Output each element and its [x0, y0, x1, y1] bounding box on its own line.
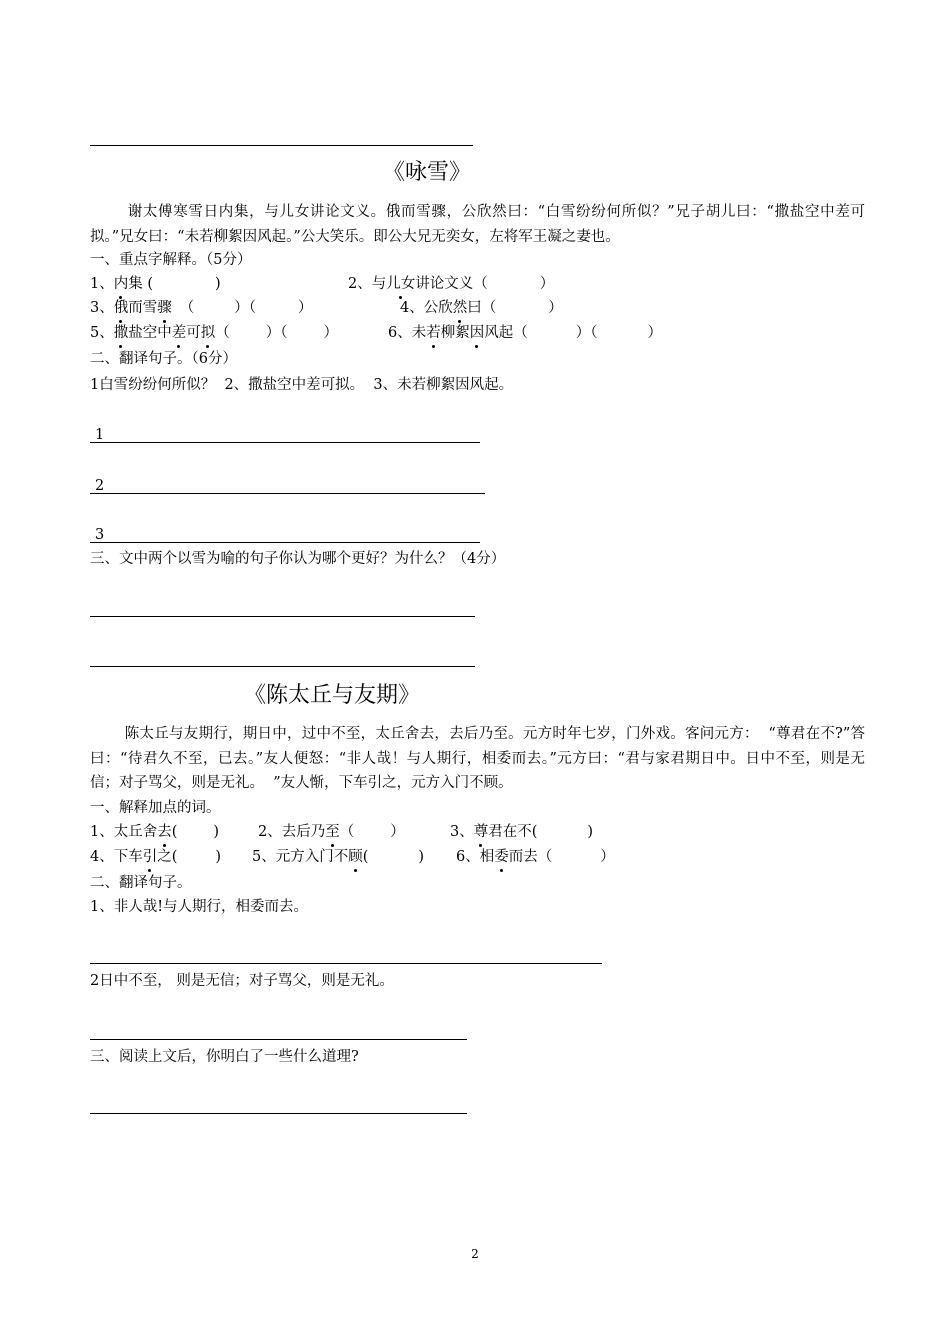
s2-item-5: 5、元方入门不顾( )	[252, 845, 424, 869]
s2-item-1: 1、太丘舍去( )	[90, 820, 219, 844]
section1-q2-heading: 二、翻译句子。（6分）	[90, 351, 237, 367]
q1-item-2: 2、与儿女讲论文义（ ）	[348, 272, 554, 296]
section2-q2-heading: 二、翻译句子。	[90, 875, 192, 891]
top-rule	[90, 145, 473, 146]
dotted-char: 然	[453, 296, 468, 320]
s2-item-6: 6、相委而去（ ）	[456, 845, 615, 869]
answer-line[interactable]	[90, 542, 480, 543]
dotted-char: 顾	[348, 845, 363, 869]
dotted-char: 若	[426, 321, 441, 345]
answer-label-2: 2	[95, 478, 105, 494]
dotted-char: 因	[470, 321, 485, 345]
dotted-char: 委	[494, 845, 509, 869]
dotted-char: 撒	[114, 321, 129, 345]
dotted-char: 至	[325, 820, 340, 844]
section1-title: 《咏雪》	[383, 160, 472, 185]
answer-line[interactable]	[90, 666, 475, 667]
section2-title: 《陈太丘与友期》	[244, 683, 421, 708]
answer-line[interactable]	[90, 963, 602, 964]
answer-line[interactable]	[90, 493, 485, 494]
section1-q2-sentences: 1白雪纷纷何所似？ 2、撒盐空中差可拟。 3、未若柳絮因风起。	[90, 377, 514, 393]
section1-passage: 谢太傅寒雪日内集，与儿女讲论文义。俄而雪骤，公欣然曰：“白雪纷纷何所似？”兄子胡儿曰：“撒盐空中差可拟。”兄女曰：“未若柳絮因风起。”公大笑乐。即公大兄无奕女，左将军王凝之妻也。	[90, 204, 865, 245]
answer-line[interactable]	[90, 442, 480, 443]
dotted-char: 拟	[201, 321, 216, 345]
dotted-char: 差	[172, 321, 187, 345]
page-number: 2	[471, 1247, 479, 1261]
dotted-char: 内	[114, 272, 129, 296]
q1-item-1: 1、内集 ( )	[90, 272, 221, 296]
s2-item-2: 2、去后乃至（ ）	[258, 820, 405, 844]
answer-line[interactable]	[90, 616, 475, 617]
s2-item-4: 4、下车引之( )	[90, 845, 221, 869]
dotted-char: 去	[157, 820, 172, 844]
q1-item-4: 4、公欣然曰（ ）	[400, 296, 563, 320]
section1-q3-heading: 三、文中两个以雪为喻的句子你认为哪个更好？为什么？（4分）	[90, 551, 506, 567]
s2-item-3: 3、尊君在不( )	[450, 820, 593, 844]
section2-q1-heading: 一、解释加点的词。	[90, 800, 221, 816]
section1-q1-heading: 一、重点字解释。（5分）	[90, 252, 252, 268]
dotted-char: 尊	[474, 820, 489, 844]
answer-label-1: 1	[95, 427, 105, 443]
dotted-char: 引	[143, 845, 158, 869]
section2-q2-s2: 2日中不至， 则是无信；对子骂父，则是无礼。	[90, 973, 394, 989]
section2-passage: 陈太丘与友期行，期日中，过中不至，太丘舍去，去后乃至。元方时年七岁，门外戏。客问元方： “尊君在不?”答曰：“待君久不至，已去。”友人便怒：“非人哉！与人期行，相委而去。”元方曰：“君与家君期日中。日中不至，则是无信；对子骂父，则是无礼。 ”友人惭，下车引之，元方入门不顾。	[90, 726, 865, 791]
dotted-char: 儿女	[386, 272, 415, 296]
section2-q2-s1: 1、非人哉!与人期行，相委而去。	[90, 899, 309, 915]
section2-q3-heading: 三、阅读上文后，你明白了一些什么道理?	[90, 1049, 359, 1065]
answer-line[interactable]	[90, 1113, 467, 1114]
dotted-char: 骤	[157, 296, 172, 320]
answer-label-3: 3	[95, 527, 105, 543]
q1-item-6: 6、未若柳絮因风起（ ）（ ）	[388, 321, 662, 345]
q1-item-5: 5、撒盐空中差可拟（ ）（ ）	[90, 321, 338, 345]
answer-line[interactable]	[90, 1039, 467, 1040]
dotted-char: 俄	[114, 296, 129, 320]
q1-item-3: 3、俄而雪骤 （ ）（ ）	[90, 296, 312, 320]
